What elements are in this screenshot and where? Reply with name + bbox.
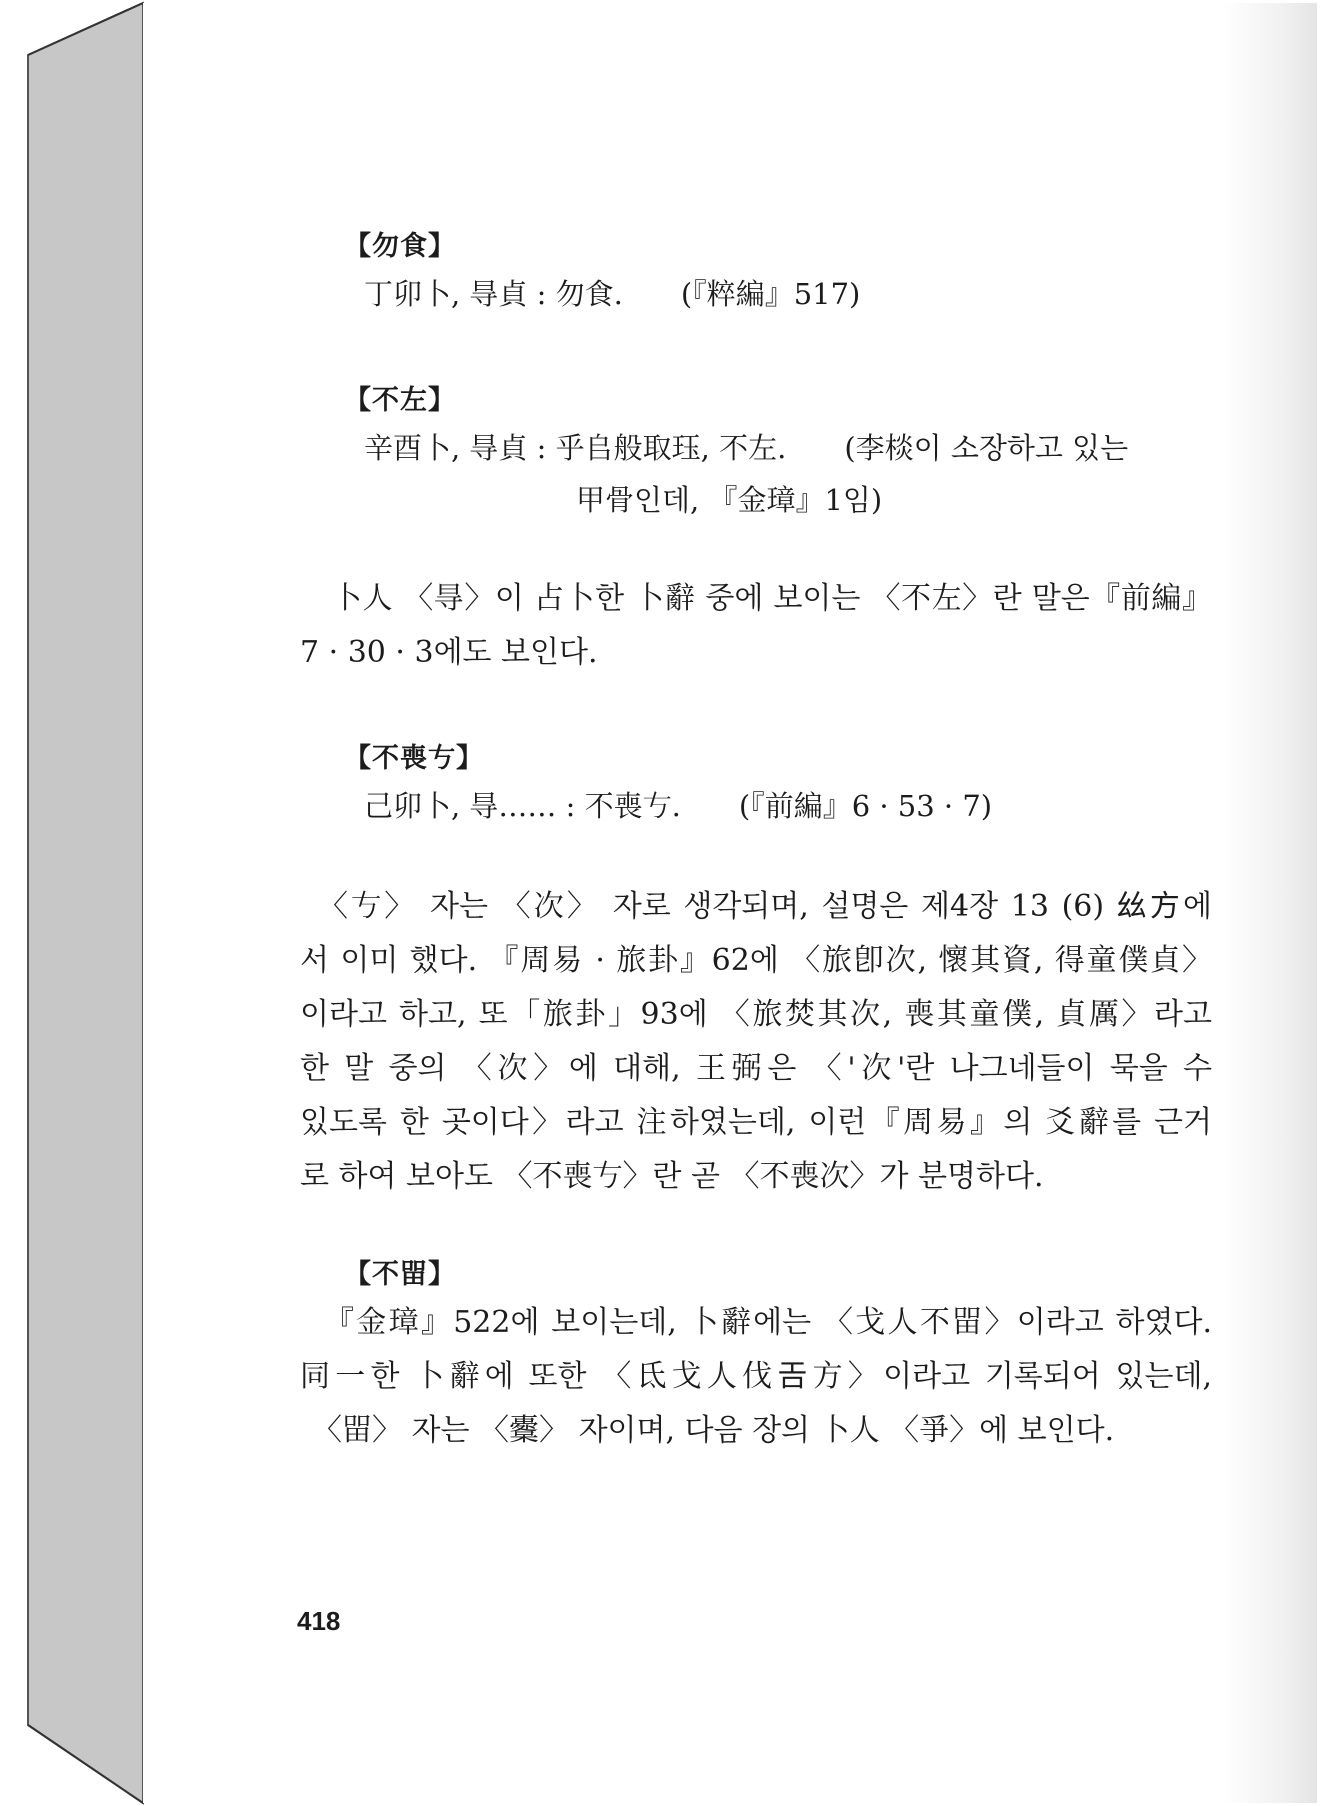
paragraph-3: [300, 1296, 1212, 1458]
section-heading-buzuo: 【不左】: [344, 385, 456, 416]
paragraph-line: 同一한 卜辭에 또한 〈氐戈人伐𢀛方〉이라고 기록되어 있는데,: [300, 1359, 1212, 1394]
paragraph-line: 서 이미 했다. 『周易 · 旅卦』62에 〈旅卽次, 懷其資, 得童僕貞〉: [300, 943, 1212, 978]
section-heading-busang: 【不喪𠀁】: [344, 743, 484, 774]
paragraph-line: 『金璋』522에 보이는데, 卜辭에는 〈戈人不㽞〉이라고 하였다.: [324, 1305, 1212, 1340]
paragraph-line: 〈𠀁〉 자는 〈次〉 자로 생각되며, 설명은 제4장 13 (6) 𢆶方에: [318, 889, 1212, 924]
citation-continuation: 甲骨인데, 『金璋』1임): [576, 483, 883, 517]
paragraph-line: 로 하여 보아도 〈不喪𠀁〉란 곧 〈不喪次〉가 분명하다.: [300, 1159, 1044, 1194]
inscription-line: [364, 784, 992, 825]
inscription-text: 己卯卜, 㝵…… : 不喪𠀁.: [364, 789, 681, 823]
citation: (『粹編』517): [680, 277, 861, 311]
paragraph-1: [300, 572, 1212, 680]
inscription-line: [364, 272, 860, 313]
inscription-line: [364, 426, 1128, 467]
inscription-text: 辛酉卜, 㝵貞 : 乎𠂤般取珏, 不左.: [364, 431, 787, 465]
citation: (『前編』6 · 53 · 7): [738, 789, 993, 823]
section-heading-wushi: 【勿食】: [344, 231, 456, 262]
paragraph-line: 卜人 〈㝵〉이 占卜한 卜辭 중에 보이는 〈不左〉란 말은『前編』: [332, 581, 1212, 616]
inscription-text: 丁卯卜, 㝵貞 : 勿食.: [364, 277, 623, 311]
paragraph-line: 한 말 중의 〈次〉에 대해, 王弼은 〈'次'란 나그네들이 묵을 수: [300, 1051, 1212, 1086]
paragraph-line: 7 · 30 · 3에도 보인다.: [300, 635, 598, 670]
paragraph-line: 있도록 한 곳이다〉라고 注하였는데, 이런『周易』의 爻辭를 근거: [300, 1105, 1212, 1140]
page-number: 418: [297, 1606, 341, 1636]
paragraph-2: [300, 880, 1212, 1204]
citation: (李棪이 소장하고 있는: [844, 431, 1129, 465]
section-heading-bugao: 【不㽞】: [344, 1259, 456, 1290]
paragraph-line: 이라고 하고, 또「旅卦」93에 〈旅焚其次, 喪其童僕, 貞厲〉라고: [300, 997, 1212, 1032]
paragraph-line: 〈㽞〉 자는 〈櫜〉 자이며, 다음 장의 卜人 〈爭〉에 보인다.: [312, 1413, 1115, 1448]
